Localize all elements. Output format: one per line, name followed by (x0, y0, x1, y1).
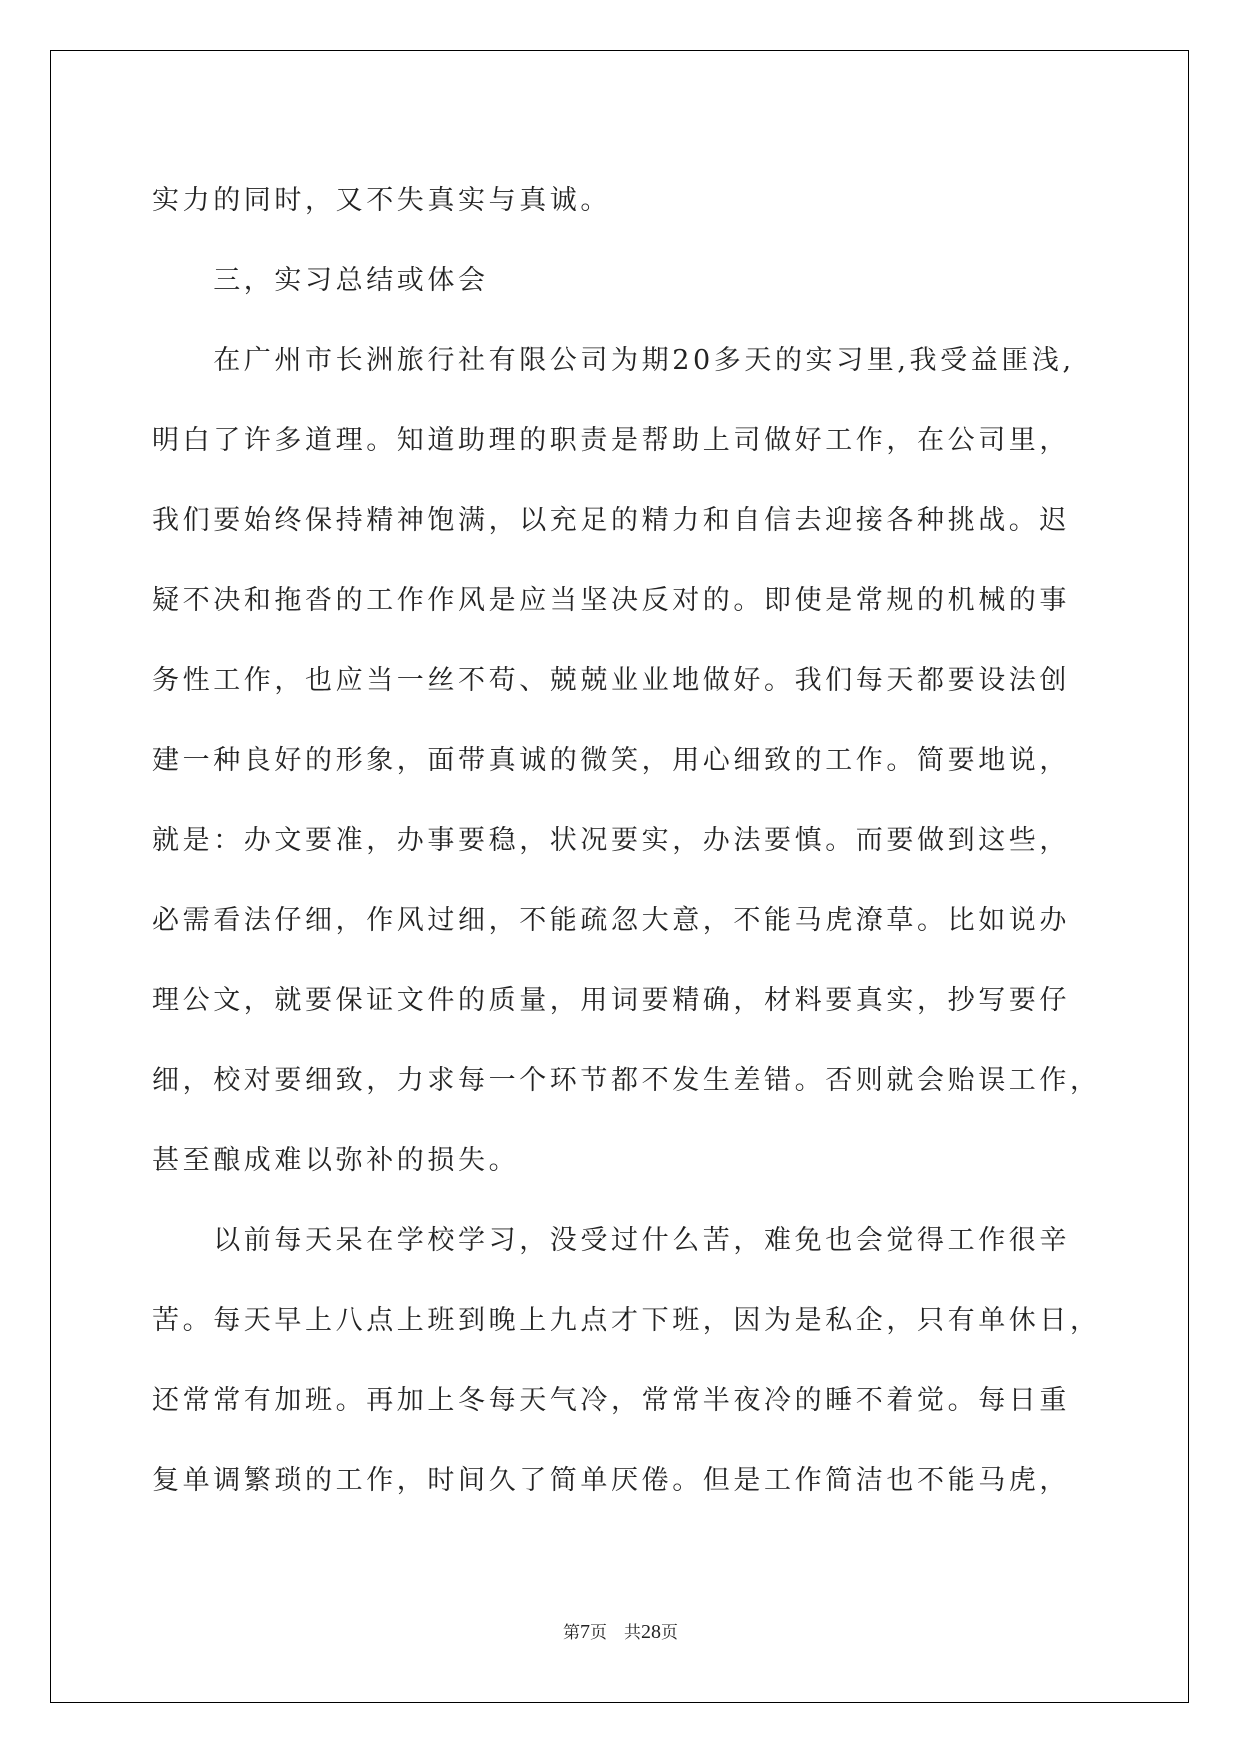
text-line: 建一种良好的形象，面带真诚的微笑，用心细致的工作。简要地说， (152, 745, 1070, 776)
text-line: 疑不决和拖沓的工作作风是应当坚决反对的。即使是常规的机械的事 (152, 585, 1070, 616)
text-line: 细，校对要细致，力求每一个环节都不发生差错。否则就会贻误工作， (152, 1065, 1101, 1096)
page-current: 7 (580, 1621, 590, 1643)
text-line: 必需看法仔细，作风过细，不能疏忽大意，不能马虎潦草。比如说办 (152, 905, 1070, 936)
text-line: 明白了许多道理。知道助理的职责是帮助上司做好工作，在公司里， (152, 425, 1070, 456)
text-line: 我们要始终保持精神饱满，以充足的精力和自信去迎接各种挑战。迟 (152, 505, 1070, 536)
text-line: 还常常有加班。再加上冬每天气冷，常常半夜冷的睡不着觉。每日重 (152, 1385, 1070, 1416)
text-line: 苦。每天早上八点上班到晚上九点才下班，因为是私企，只有单休日， (152, 1305, 1101, 1336)
text-line: 以前每天呆在学校学习，没受过什么苦，难免也会觉得工作很辛 (152, 1225, 1070, 1256)
text-line: 理公文，就要保证文件的质量，用词要精确，材料要真实，抄写要仔 (152, 985, 1070, 1016)
text-line: 甚至酿成难以弥补的损失。 (152, 1145, 520, 1176)
text-line: 在广州市长洲旅行社有限公司为期20多天的实习里,我受益匪浅, (152, 345, 1075, 376)
text-line: 就是：办文要准，办事要稳，状况要实，办法要慎。而要做到这些， (152, 825, 1070, 856)
section-heading: 三，实习总结或体会 (152, 265, 489, 296)
page-prefix: 第 (563, 1623, 580, 1643)
page-suffix: 页 (661, 1623, 678, 1643)
document-body (152, 161, 1101, 1521)
text-line: 复单调繁琐的工作，时间久了简单厌倦。但是工作简洁也不能马虎， (152, 1465, 1070, 1496)
page-total: 28 (641, 1621, 661, 1643)
page-footer (0, 1618, 1241, 1644)
text-line: 实力的同时，又不失真实与真诚。 (152, 185, 611, 216)
text-line: 务性工作，也应当一丝不苟、兢兢业业地做好。我们每天都要设法创 (152, 665, 1070, 696)
page-mid: 页 共 (590, 1623, 641, 1643)
